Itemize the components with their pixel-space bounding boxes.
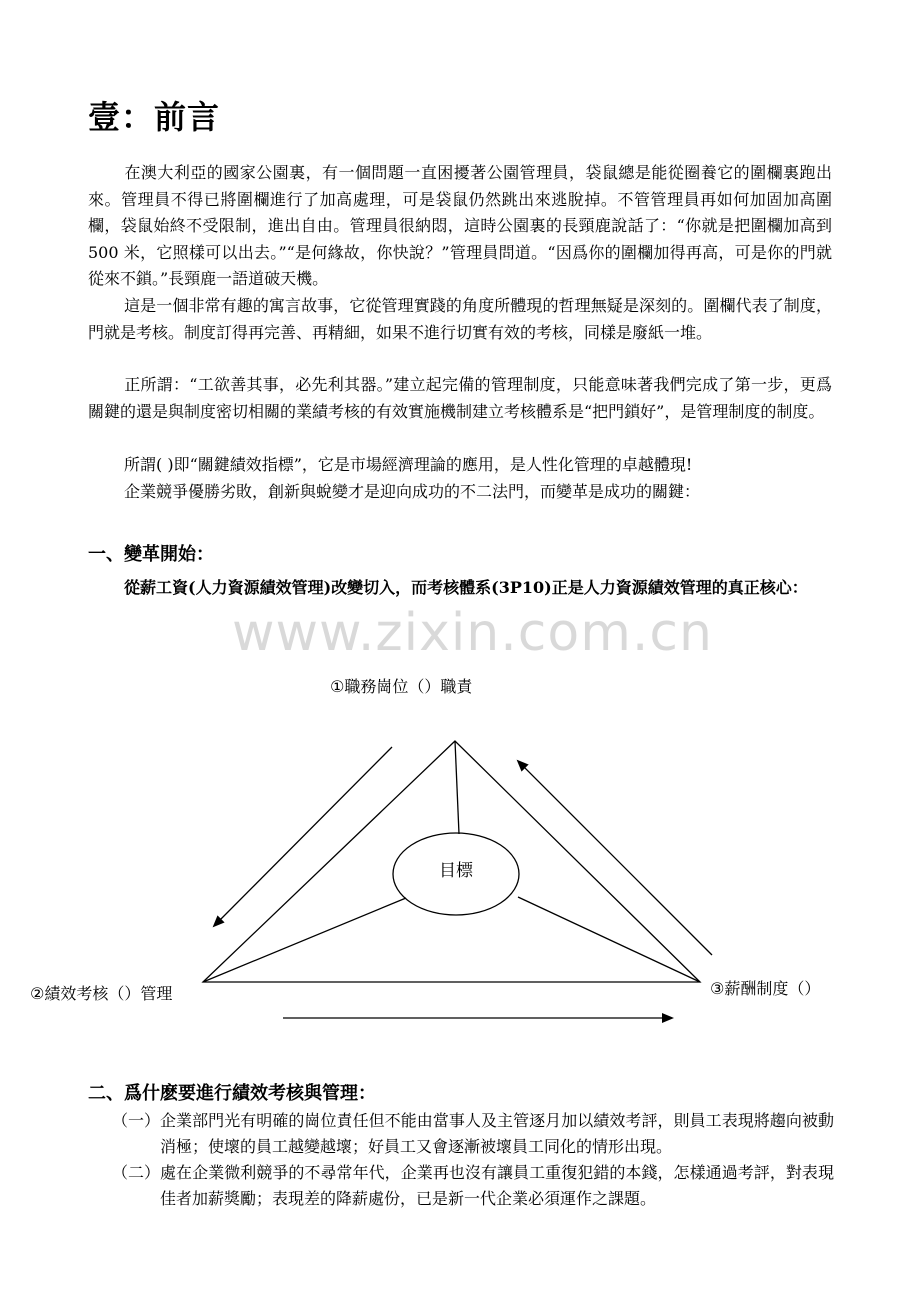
list-item-number: （一） <box>112 1111 161 1130</box>
connector-top <box>455 741 459 834</box>
connector-right <box>518 897 700 982</box>
list-item-text: 企業部門光有明確的崗位責任但不能由當事人及主管逐月加以績效考評，則員工表現將趨向被動消極；使壞的員工越變越壞；好員工又會逐漸被壞員工同化的情形出現。 <box>160 1111 834 1156</box>
intro-paragraph-2-text: 這是一個非常有趣的寓言故事，它從管理實踐的角度所體現的哲理無疑是深刻的。圍欄代表了制度，門就是考核。制度訂得再完善、再精細，如果不進行切實有效的考核，同樣是廢紙一堆。 <box>88 296 832 342</box>
watermark: www.zixin.com.cn <box>232 603 713 663</box>
list-item <box>112 1108 834 1160</box>
intro-paragraph-4-text: 所謂( )即“關鍵績效指標”，它是市場經濟理論的應用，是人性化管理的卓越體現! <box>124 455 693 474</box>
page-title: 壹：前言 <box>88 98 221 136</box>
intro-paragraph-1 <box>88 160 832 293</box>
intro-paragraph-5-text: 企業競爭優勝劣敗，創新與蛻變才是迎向成功的不二法門，而變革是成功的關鍵： <box>124 482 701 501</box>
intro-paragraph-2 <box>88 293 832 346</box>
diagram-center-label: 目標 <box>439 861 473 881</box>
list-item-number: （二） <box>112 1163 161 1182</box>
section-heading-why: 二、爲什麽要進行績效考核與管理： <box>88 1083 376 1104</box>
intro-paragraph-3-text: 正所謂：“工欲善其事，必先利其器。”建立起完備的管理制度，只能意味著我們完成了第一步，更爲關鍵的還是與制度密切相關的業績考核的有效實施機制建立考核體系是“把門鎖好”，是管理制度的制度。 <box>88 375 832 421</box>
intro-paragraph-4 <box>88 452 832 479</box>
list-item <box>112 1160 834 1212</box>
list-item-text: 處在企業微利競爭的不尋常年代，企業再也沒有讓員工重復犯錯的本錢，怎樣通過考評，對表現佳者加薪獎勵；表現差的降薪處份，已是新一代企業必須運作之課題。 <box>160 1163 834 1208</box>
intro-paragraph-1-text: 在澳大利亞的國家公園裏，有一個問題一直困擾著公園管理員，袋鼠總是能從圈養它的圍欄裏跑出來。管理員不得已將圍欄進行了加高處理，可是袋鼠仍然跳出來逃脫掉。不管管理員再如何加固加高圍欄，袋鼠始終不受限制，進出自由。管理員很納悶，這時公園裏的長頸鹿說話了：“你就是把圍欄加高到 500 米，它照樣可以出去。”“是何緣故，你快說？”管理員問道。“因爲你的圍欄加得再高，可是你的門就從來不鎖。”長頸鹿一語道破天機。 <box>88 163 832 288</box>
diagram-top-label: ①職務崗位（）職責 <box>330 677 473 696</box>
section-change-body: 從薪工資(人力資源績效管理)改變切入，而考核體系(3P10)正是人力資源績效管理的真正核心： <box>124 578 808 597</box>
diagram-left-label: ②績效考核（）管理 <box>30 984 173 1003</box>
intro-paragraph-5 <box>88 479 832 506</box>
connector-left <box>203 898 406 982</box>
intro-paragraph-3 <box>88 372 832 425</box>
section-heading-change: 一、變革開始： <box>88 544 214 565</box>
diagram-right-label: ③薪酬制度（） <box>710 979 821 998</box>
arrow-top-to-left <box>214 747 392 926</box>
arrow-right-to-top <box>518 761 712 955</box>
